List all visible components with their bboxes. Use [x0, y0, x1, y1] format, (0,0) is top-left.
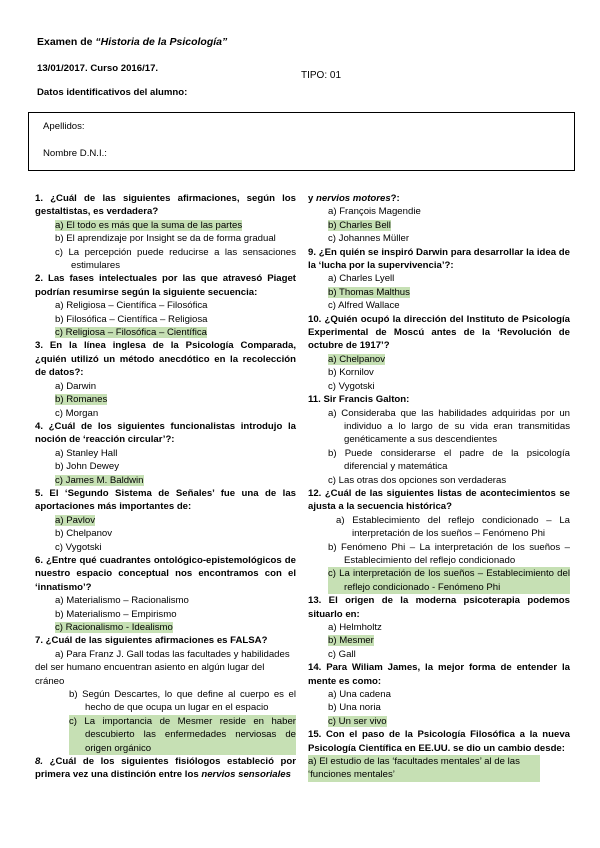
option-b: b) Romanes — [55, 394, 108, 406]
option-c: c) Las otras dos opciones son verdaderas — [328, 474, 507, 486]
column-left — [35, 192, 296, 782]
option-b: b) Una noria — [328, 702, 381, 714]
option-b: b) John Dewey — [55, 461, 119, 473]
question-text: 1. ¿Cuál de las siguientes afirmaciones, según los gestaltistas, es verdadera? — [35, 193, 296, 218]
question-9 — [308, 246, 570, 313]
option-b: b) Kornilov — [328, 367, 374, 379]
exam-title — [37, 36, 227, 49]
question-text: 13. El origen de la moderna psicoterapia podemos situarlo en: — [308, 595, 570, 620]
question-14 — [308, 661, 570, 728]
option-a: a) Consideraba que las habilidades adquiridas por un individuo a lo largo de su vida eran transmitidas genéticamente a sus descendientes — [328, 407, 570, 446]
question-15 — [308, 728, 570, 782]
option-c: c) Vygotski — [328, 380, 375, 392]
question-text: 15. Con el paso de la Psicología Filosófica a la nueva Psicología Científica en EE.UU. se dio un cambio desde: — [308, 729, 570, 754]
option-a: a) El estudio de las ‘facultades mentales’ al de las ‘funciones mentales’ — [308, 755, 540, 782]
question-8-continued — [308, 192, 570, 246]
option-c: c) Vygotski — [55, 541, 102, 553]
title-prefix: Examen de — [37, 36, 96, 48]
option-b: b) Materialismo – Empirismo — [55, 608, 177, 620]
option-b: b) Filosófica – Científica – Religiosa — [55, 313, 208, 325]
option-a: a) Materialismo – Racionalismo — [55, 595, 189, 607]
question-13 — [308, 594, 570, 661]
question-text: 3. En la línea inglesa de la Psicología Comparada, ¿quién utilizó un método anecdótico en la recolección de datos?: — [35, 340, 296, 379]
question-text: 14. Para Wiliam James, la mejor forma de entender la mente es como: — [308, 662, 570, 687]
q8-italic-1: nervios sensoriales — [201, 769, 291, 781]
option-a: a) Religiosa – Científica – Filosófica — [55, 300, 208, 312]
question-text: 11. Sir Francis Galton: — [308, 394, 410, 406]
q8-italic-2: nervios motores — [316, 193, 391, 204]
question-6 — [35, 554, 296, 634]
question-text: 2. Las fases intelectuales por las que atravesó Piaget podrían resumirse según la siguiente secuencia: — [35, 273, 296, 298]
question-text: 9. ¿En quién se inspiró Darwin para desarrollar la idea de la ‘lucha por la supervivencia’?: — [308, 246, 570, 272]
question-5 — [35, 487, 296, 554]
option-c: c) Johannes Müller — [328, 233, 410, 245]
student-id-box — [28, 112, 575, 171]
question-text: 4. ¿Cuál de los siguientes funcionalistas introdujo la noción de ‘reacción circular’?: — [35, 420, 296, 446]
option-c: c) Religiosa – Filosófica – Científica — [55, 327, 207, 339]
column-right — [308, 192, 570, 782]
question-text: 7. ¿Cuál de las siguientes afirmaciones es FALSA? — [35, 635, 268, 647]
option-c: c) Alfred Wallace — [328, 300, 400, 312]
q8-text-2: y — [308, 193, 317, 204]
option-a: a) Establecimiento del reflejo condicionado – La interpretación de los sueños – Fenómeno Phi — [336, 514, 570, 540]
date-line: 13/01/2017. Curso 2016/17. — [37, 63, 159, 74]
option-b: b) Según Descartes, lo que define al cuerpo es el hecho de que ocupa un lugar en el espacio — [69, 689, 296, 714]
option-c: c) Gall — [328, 648, 356, 660]
title-subject: “Historia de la Psicología” — [95, 36, 228, 48]
option-a: a) Helmholtz — [328, 622, 382, 633]
option-a: a) Chelpanov — [328, 353, 386, 365]
question-2 — [35, 272, 296, 339]
option-c: c) James M. Baldwin — [55, 474, 144, 486]
tipo-label: TIPO: 01 — [301, 70, 342, 81]
question-10 — [308, 313, 570, 393]
option-a: a) Pavlov — [55, 514, 95, 526]
option-b: b) Puede considerarse el padre de la psicología diferencial y matemática — [328, 447, 570, 473]
question-11 — [308, 393, 570, 487]
question-7 — [35, 634, 296, 755]
option-b: b) Thomas Malthus — [328, 286, 410, 298]
option-b: b) Charles Bell — [328, 219, 391, 231]
option-a: a) Una cadena — [328, 689, 391, 701]
option-c: c) Morgan — [55, 407, 99, 419]
q8-text-1: ¿Cuál de los siguientes fisiólogos estableció por primera vez una distinción entre los — [35, 756, 296, 781]
ident-label: Datos identificativos del alumno: — [37, 87, 188, 98]
option-b: b) El aprendizaje por Insight se da de forma gradual — [55, 233, 276, 245]
option-b: b) Chelpanov — [55, 528, 113, 540]
question-text: 6. ¿Entre qué cuadrantes ontológico-epistemológicos de nuestro espacio conceptual nos encontramos con el ‘innatismo’? — [35, 554, 296, 593]
option-c: c) Un ser vivo — [328, 715, 387, 727]
question-text: 5. El ‘Segundo Sistema de Señales’ fue una de las aportaciones más importantes de: — [35, 487, 296, 513]
option-a: a) Darwin — [55, 380, 97, 392]
question-text: 12. ¿Cuál de las siguientes listas de acontecimientos se ajusta a la secuencia histórica? — [308, 487, 570, 513]
question-text: 10. ¿Quién ocupó la dirección del Instituto de Psicología Experimental de Moscú antes de la ‘Revolución de octubre de 1917’? — [308, 313, 570, 352]
option-b: b) Fenómeno Phi – La interpretación de los sueños – Establecimiento del reflejo condicionado — [328, 541, 570, 566]
nombre-dni-label: Nombre D.N.I.: — [43, 148, 107, 159]
option-c: c) Racionalismo - Idealismo — [55, 622, 173, 633]
option-b: b) Mesmer — [328, 635, 374, 647]
question-8-text — [35, 755, 296, 782]
option-c: c) La interpretación de los sueños – Establecimiento del reflejo condicionado - Fenómeno Phi — [328, 568, 570, 593]
question-3 — [35, 339, 296, 419]
option-c: c) La importancia de Mesmer reside en haber descubierto las enfermedades nerviosas de origen orgánico — [69, 715, 296, 754]
option-a: a) El todo es más que la suma de las partes — [55, 219, 243, 231]
question-4 — [35, 420, 296, 487]
option-c: c) La percepción puede reducirse a las sensaciones estimulares — [55, 246, 296, 272]
q8-text-3: ?: — [390, 193, 400, 204]
q8-number: 8. — [35, 756, 44, 768]
option-a: a) Charles Lyell — [328, 273, 395, 285]
question-1 — [35, 192, 296, 272]
option-a: a) François Magendie — [328, 206, 421, 218]
option-a: a) Stanley Hall — [55, 447, 118, 459]
question-12 — [308, 487, 570, 594]
option-a: a) Para Franz J. Gall todas las facultades y habilidades del ser humano encuentran asiento en algún lugar del cráneo — [35, 648, 290, 687]
apellidos-label: Apellidos: — [43, 121, 85, 132]
